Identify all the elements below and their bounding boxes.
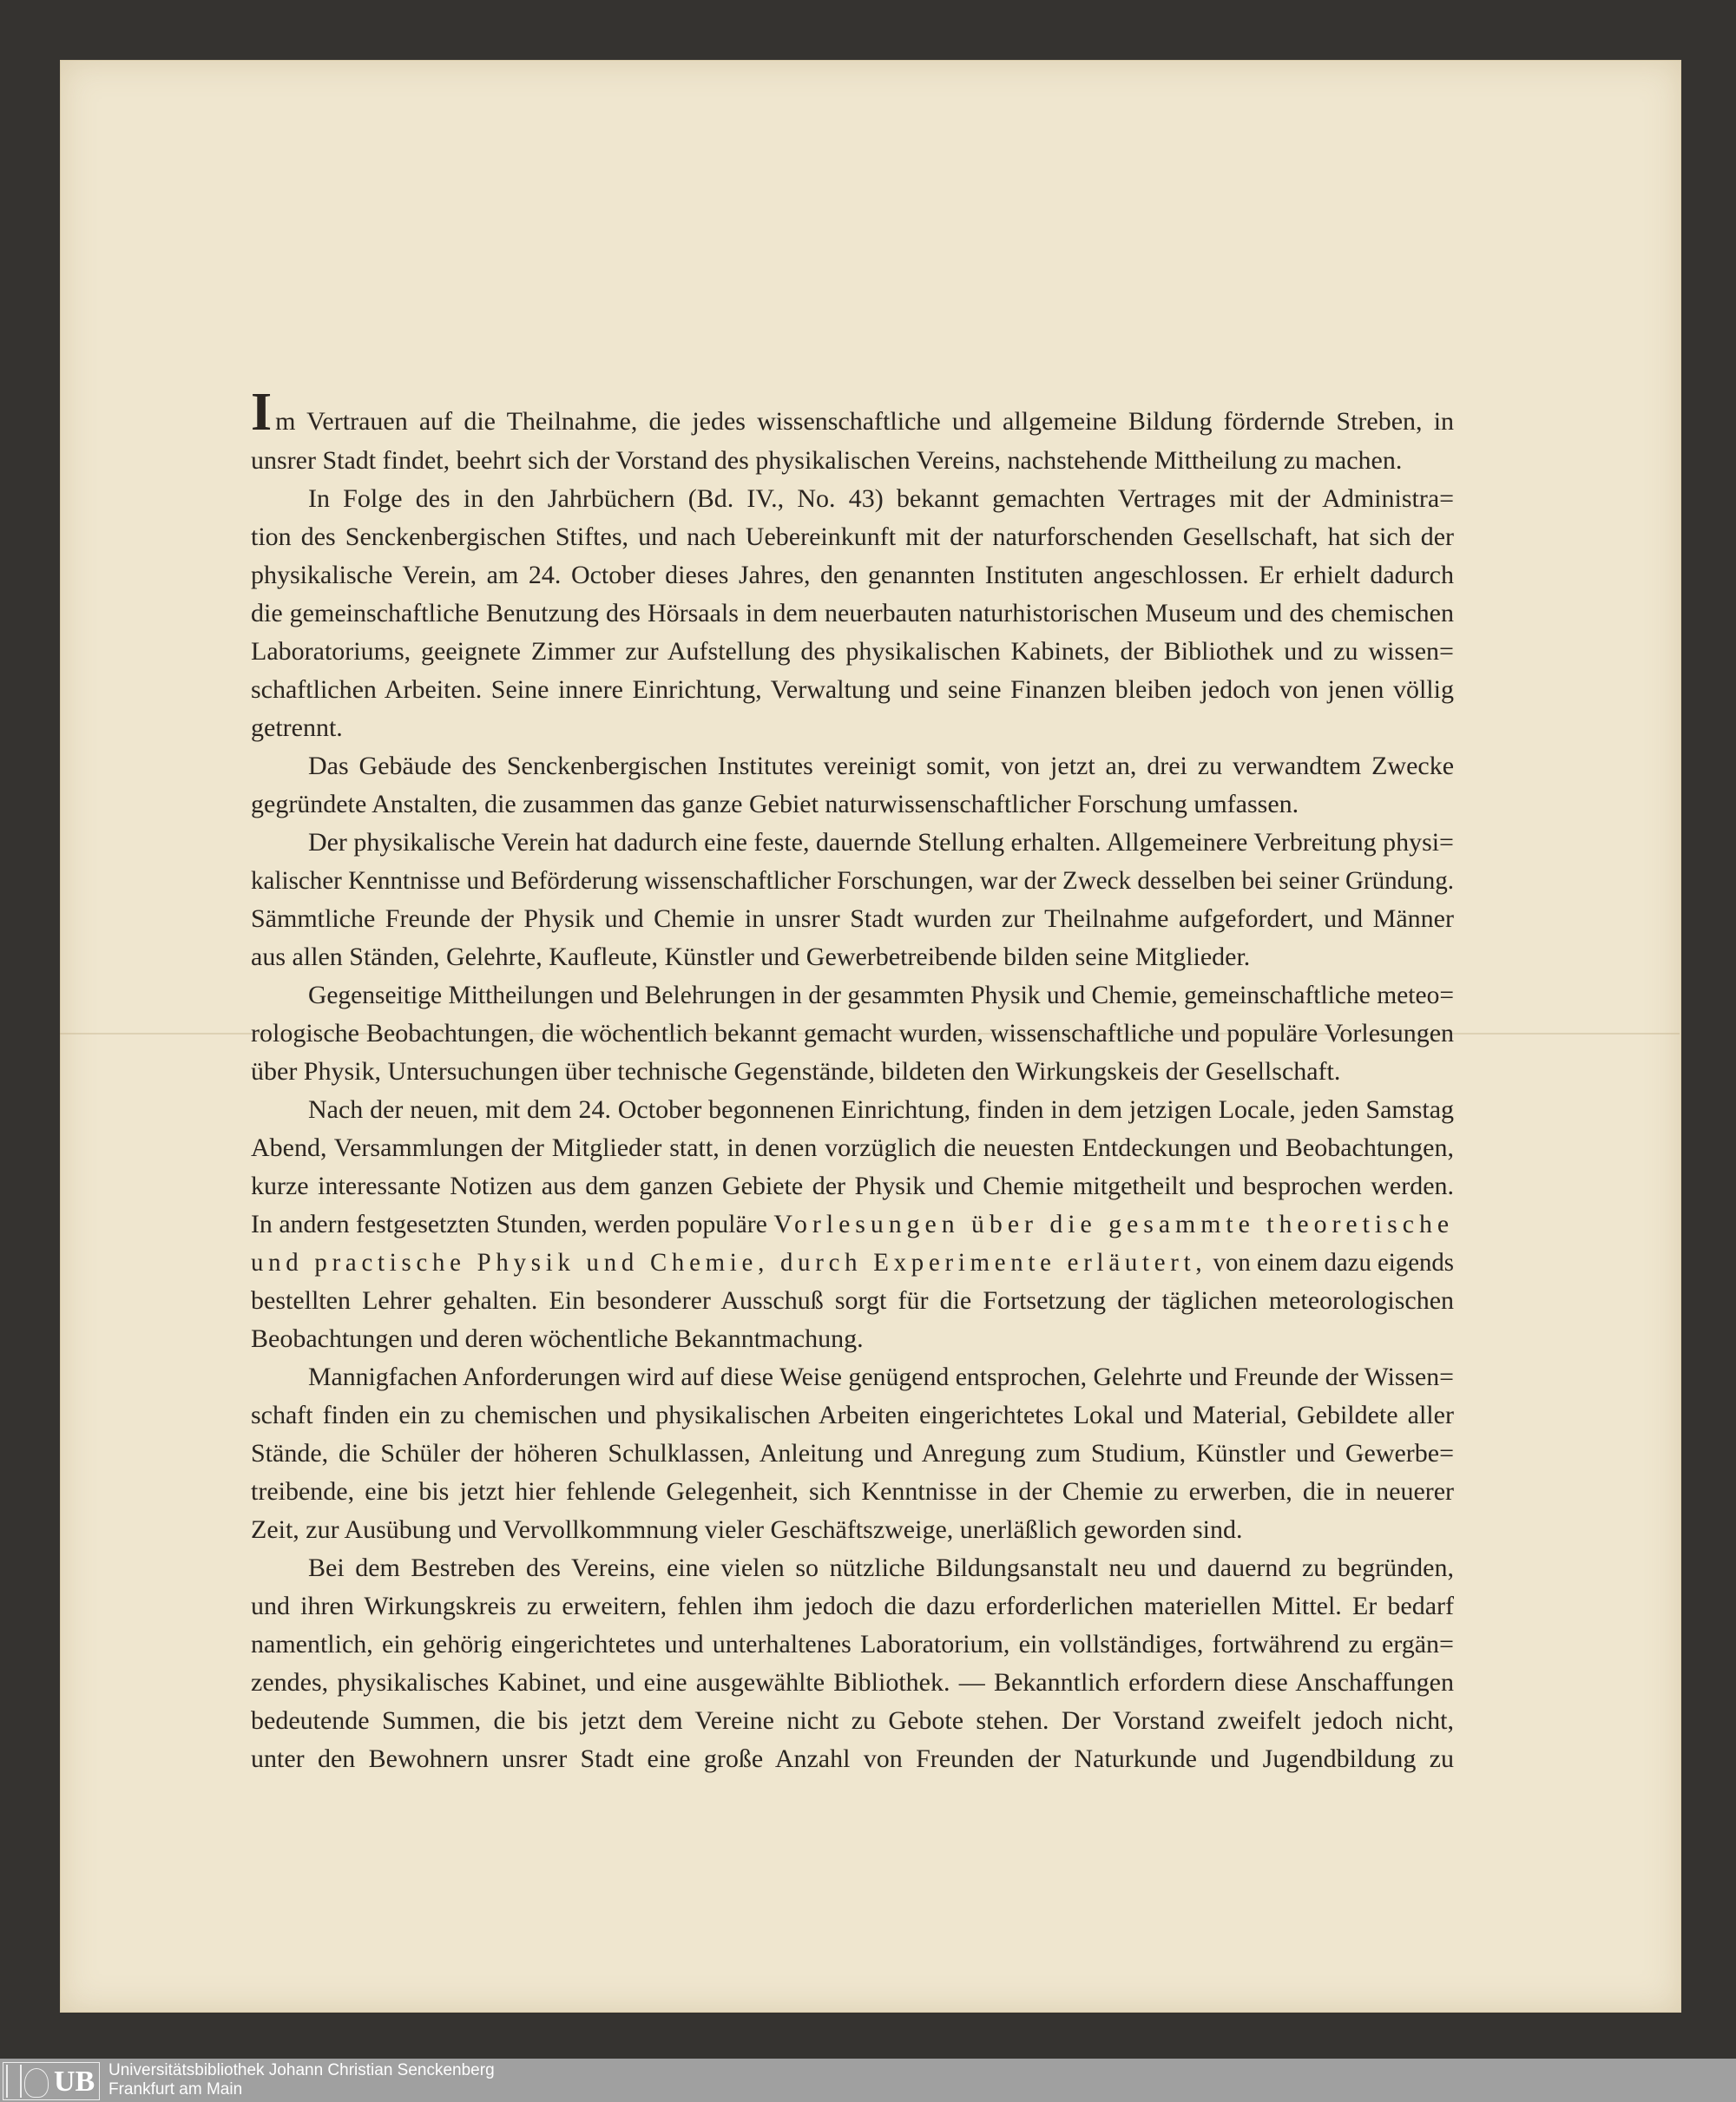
text-line — [251, 1091, 1454, 1129]
document-body — [251, 383, 1455, 1778]
line-segment: schaft finden ein zu chemischen und physikalischen Arbeiten eingerichtetes Lokal und Material, Gebildete aller — [251, 1401, 1454, 1429]
library-footer — [0, 2059, 1736, 2102]
line-text — [251, 518, 1454, 556]
text-line — [251, 747, 1454, 785]
library-city: Frankfurt am Main — [108, 2080, 243, 2099]
line-text — [251, 1053, 1340, 1091]
line-segment: m Vertrauen auf die Theilnahme, die jedes wissenschaftliche und allgemeine Bildung fördernde Streben, in — [275, 407, 1455, 436]
line-text — [308, 1358, 1454, 1396]
line-text — [251, 383, 1455, 450]
line-text — [251, 1702, 1454, 1740]
drop-cap: I — [251, 383, 273, 442]
text-line — [251, 938, 1454, 976]
text-line — [251, 1473, 1454, 1511]
line-segment: gegründete Anstalten, die zusammen das ganze Gebiet naturwissenschaftlicher Forschung umfassen. — [251, 790, 1299, 818]
line-text — [308, 1549, 1454, 1587]
text-line — [251, 1549, 1454, 1587]
text-line — [251, 480, 1454, 518]
text-line — [251, 1358, 1454, 1396]
text-line — [251, 785, 1454, 824]
line-text — [251, 1473, 1454, 1511]
line-segment: Das Gebäude des Senckenbergischen Institutes vereinigt somit, von jetzt an, drei zu verwandtem Zwecke — [308, 752, 1455, 780]
text-line — [251, 383, 1455, 442]
text-line — [251, 442, 1454, 480]
line-segment: Beobachtungen und deren wöchentliche Bekanntmachung. — [251, 1324, 864, 1353]
line-segment: unter den Bewohnern unsrer Stadt eine große Anzahl von Freunden der Naturkunde und Jugendbildung zu — [251, 1744, 1454, 1773]
line-segment: unsrer Stadt findet, beehrt sich der Vorstand des physikalischen Vereins, nachstehende Mittheilung zu machen. — [251, 446, 1403, 475]
text-line — [251, 1282, 1454, 1320]
text-line — [251, 824, 1454, 862]
spaced-line-segment: und practische Physik und Chemie, durch Experimente erläutert, — [251, 1248, 1207, 1277]
line-segment: und ihren Wirkungskreis zu erweitern, fehlen ihm jedoch die dazu erforderlichen materiellen Mittel. Er bedarf — [251, 1592, 1455, 1620]
logo-text: UB — [54, 2066, 95, 2098]
line-text — [251, 1244, 1454, 1282]
line-text — [251, 594, 1454, 633]
text-line — [251, 633, 1454, 671]
line-text — [251, 1167, 1454, 1205]
line-segment: von einem dazu eigends — [1213, 1248, 1454, 1277]
text-line — [251, 1626, 1454, 1664]
text-line — [251, 1015, 1454, 1053]
library-name: Universitätsbibliothek Johann Christian Senckenberg — [108, 2061, 495, 2079]
line-text — [251, 1511, 1243, 1549]
line-segment: Der physikalische Verein hat dadurch eine feste, dauernde Stellung erhalten. Allgemeinere Verbreitung physi= — [308, 828, 1454, 857]
line-segment: kalischer Kenntnisse und Beförderung wissenschaftlicher Forschungen, war der Zweck desselben bei seiner Gründung. — [251, 866, 1455, 895]
line-segment: rologische Beobachtungen, die wöchentlich bekannt gemacht wurden, wissenschaftliche und populäre Vorlesungen — [251, 1019, 1455, 1048]
text-line — [251, 862, 1454, 900]
line-segment: aus allen Ständen, Gelehrte, Kaufleute, Künstler und Gewerbetreibende bilden seine Mitglieder. — [251, 943, 1251, 971]
text-line — [251, 518, 1454, 556]
line-segment: namentlich, ein gehörig eingerichtetes und unterhaltenes Laboratorium, ein vollständiges, fortwährend zu ergän= — [251, 1630, 1454, 1659]
line-segment: Gegenseitige Mittheilungen und Belehrungen in der gesammten Physik und Chemie, gemeinschaftliche meteo= — [308, 981, 1454, 1009]
line-segment: Nach der neuen, mit dem 24. October begonnenen Einrichtung, finden in dem jetzigen Locale, jeden Samstag — [308, 1095, 1455, 1124]
line-text — [251, 633, 1454, 671]
line-segment: über Physik, Untersuchungen über technische Gegenstände, bildeten den Wirkungskeis der Gesellschaft. — [251, 1057, 1341, 1086]
text-line — [251, 1740, 1454, 1778]
logo-portrait-icon — [24, 2068, 49, 2098]
line-text — [251, 556, 1454, 594]
text-line — [251, 1129, 1454, 1167]
library-logo — [3, 2062, 100, 2100]
line-text — [251, 1129, 1454, 1167]
line-segment: In andern festgesetzten Stunden, werden populäre — [251, 1210, 767, 1238]
line-text — [251, 1015, 1454, 1053]
text-line — [251, 1587, 1454, 1626]
line-text — [251, 938, 1250, 976]
line-text — [251, 1740, 1454, 1778]
line-segment: Abend, Versammlungen der Mitglieder statt, in denen vorzüglich die neuesten Entdeckungen und Beobachtungen, — [251, 1133, 1454, 1162]
line-text — [308, 976, 1454, 1015]
line-text — [308, 747, 1454, 785]
logo-columns-icon — [6, 2065, 22, 2098]
line-segment: Stände, die Schüler der höheren Schulklassen, Anleitung und Anregung zum Studium, Künstler und Gewerbe= — [251, 1439, 1455, 1468]
line-segment: Mannigfachen Anforderungen wird auf diese Weise genügend entsprochen, Gelehrte und Freunde der Wissen= — [308, 1363, 1454, 1391]
line-segment: Zeit, zur Ausübung und Vervollkommnung vieler Geschäftszweige, unerläßlich geworden sind. — [251, 1515, 1243, 1544]
line-text — [308, 480, 1454, 518]
text-line — [251, 1167, 1454, 1205]
line-segment: bestellten Lehrer gehalten. Ein besonderer Ausschuß sorgt für die Fortsetzung der täglichen meteorologischen — [251, 1286, 1455, 1315]
line-segment: bedeutende Summen, die bis jetzt dem Vereine nicht zu Gebote stehen. Der Vorstand zweifelt jedoch nicht, — [251, 1706, 1455, 1735]
line-segment: kurze interessante Notizen aus dem ganzen Gebiete der Physik und Chemie mitgetheilt und besprochen werden. — [251, 1172, 1455, 1200]
line-segment: tion des Senckenbergischen Stiftes, und nach Uebereinkunft mit der naturforschenden Gesellschaft, hat sich der — [251, 522, 1455, 551]
line-text — [251, 1205, 1454, 1244]
text-line — [251, 1511, 1454, 1549]
text-line — [251, 900, 1454, 938]
line-text — [251, 1664, 1454, 1702]
text-line — [251, 594, 1454, 633]
line-segment: In Folge des in den Jahrbüchern (Bd. IV., No. 43) bekannt gemachten Vertrages mit der Administra= — [308, 484, 1455, 513]
text-line — [251, 1320, 1454, 1358]
line-text — [251, 862, 1454, 900]
spaced-line-segment: Vorlesungen über die gesammte theoretische — [773, 1210, 1455, 1238]
text-line — [251, 671, 1454, 709]
line-text — [308, 1091, 1454, 1129]
text-line — [251, 1664, 1454, 1702]
text-line — [251, 1702, 1454, 1740]
line-segment: physikalische Verein, am 24. October dieses Jahres, den genannten Instituten angeschlossen. Er erhielt dadurch — [251, 561, 1454, 589]
line-text — [251, 709, 343, 747]
line-text — [308, 824, 1454, 862]
line-segment: getrennt. — [251, 713, 343, 742]
line-text — [251, 442, 1402, 480]
line-text — [251, 1626, 1454, 1664]
line-text — [251, 1587, 1454, 1626]
line-text — [251, 671, 1454, 709]
text-line — [251, 1244, 1454, 1282]
text-line — [251, 976, 1454, 1015]
line-text — [251, 1435, 1454, 1473]
text-line — [251, 709, 1454, 747]
line-segment: Laboratoriums, geeignete Zimmer zur Aufstellung des physikalischen Kabinets, der Bibliothek und zu wissen= — [251, 637, 1454, 666]
line-segment: Bei dem Bestreben des Vereins, eine vielen so nützliche Bildungsanstalt neu und dauernd zu begründen, — [308, 1554, 1454, 1582]
line-segment: zendes, physikalisches Kabinet, und eine ausgewählte Bibliothek. — Bekanntlich erfordern diese Anschaffungen — [251, 1668, 1454, 1697]
text-line — [251, 1396, 1454, 1435]
line-text — [251, 785, 1299, 824]
text-line — [251, 1435, 1454, 1473]
line-text — [251, 1320, 864, 1358]
line-text — [251, 1282, 1454, 1320]
line-segment: schaftlichen Arbeiten. Seine innere Einrichtung, Verwaltung und seine Finanzen bleiben jedoch von jenen völlig — [251, 675, 1454, 704]
text-line — [251, 1205, 1454, 1244]
line-text — [251, 900, 1454, 938]
line-segment: die gemeinschaftliche Benutzung des Hörsaals in dem neuerbauten naturhistorischen Museum und des chemischen — [251, 599, 1454, 627]
line-segment: treibende, eine bis jetzt hier fehlende Gelegenheit, sich Kenntnisse in der Chemie zu erwerben, die in neuerer — [251, 1477, 1455, 1506]
line-segment: Sämmtliche Freunde der Physik und Chemie in unsrer Stadt wurden zur Theilnahme aufgefordert, und Männer — [251, 904, 1454, 933]
line-text — [251, 1396, 1454, 1435]
text-line — [251, 556, 1454, 594]
text-line — [251, 1053, 1454, 1091]
